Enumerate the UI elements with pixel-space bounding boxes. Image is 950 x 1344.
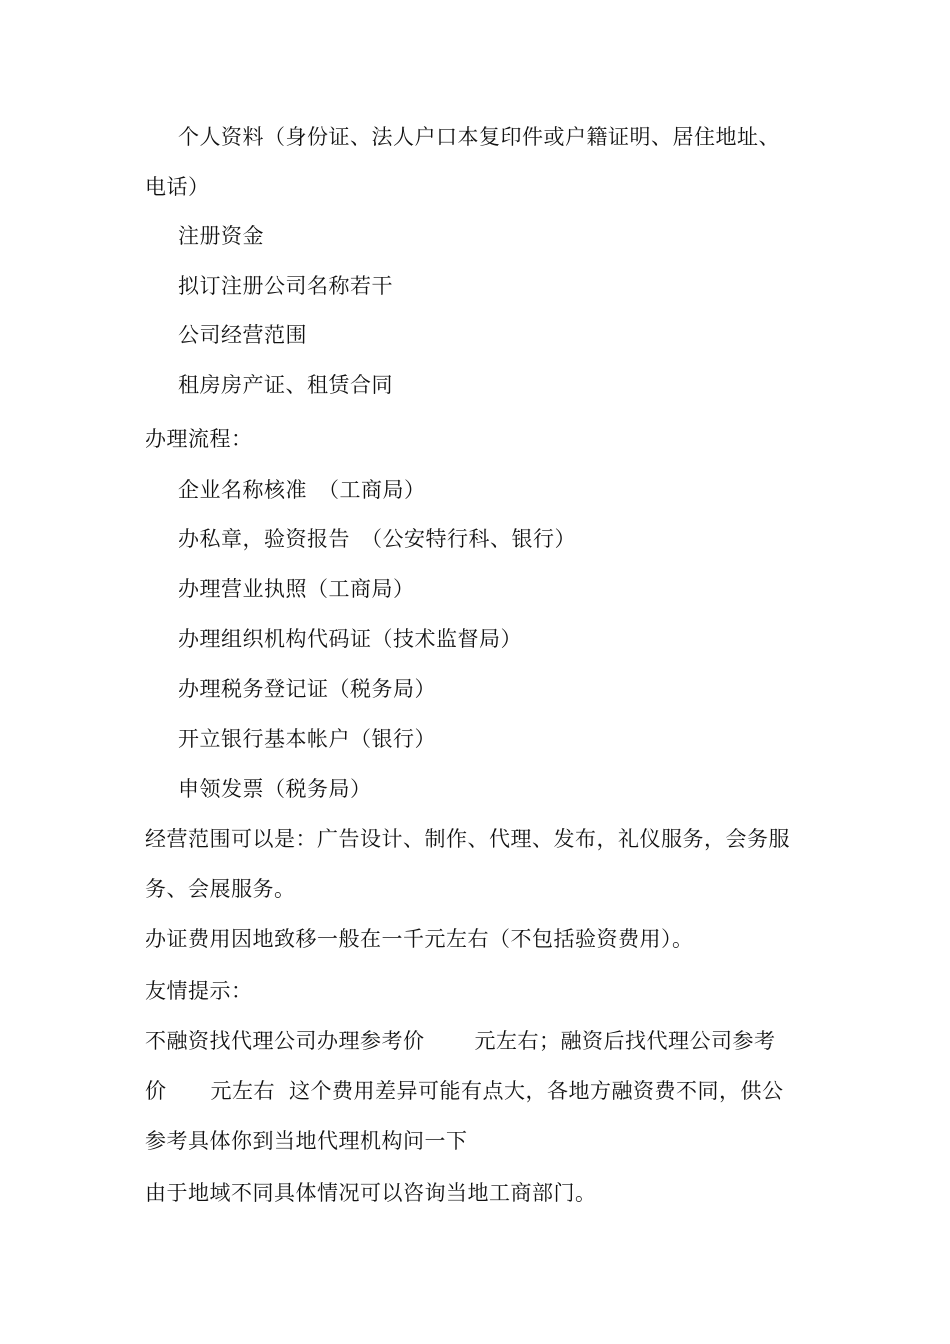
tips-line2-part-b: 元左右 [210, 1079, 275, 1103]
tips-line4: 由于地域不同具体情况可以咨询当地工商部门。 [145, 1181, 597, 1205]
tips-line1 [145, 1026, 825, 1056]
tips-line1-part-a: 不融资找代理公司办理参考价 [145, 1029, 425, 1053]
tips-line2-part-a: 价 [145, 1079, 167, 1103]
process-step-7: 申领发票（税务局） [178, 777, 372, 801]
tips-line3: 参考具体你到当地代理机构问一下 [145, 1129, 468, 1153]
business-scope-item: 公司经营范围 [178, 323, 307, 347]
fee-paragraph: 办证费用因地致移一般在一千元左右（不包括验资费用）。 [145, 927, 694, 951]
lease-documents-item: 租房房产证、租赁合同 [178, 373, 393, 397]
company-names-item: 拟订注册公司名称若干 [178, 274, 393, 298]
process-step-6: 开立银行基本帐户（银行） [178, 727, 436, 751]
personal-info-line2: 电话） [145, 175, 210, 199]
process-step-5: 办理税务登记证（税务局） [178, 677, 436, 701]
process-step-4: 办理组织机构代码证（技术监督局） [178, 627, 522, 651]
registered-capital-item: 注册资金 [178, 224, 264, 248]
business-scope-line2: 务、会展服务。 [145, 877, 296, 901]
tips-line2 [145, 1076, 825, 1106]
business-scope-line1: 经营范围可以是：广告设计、制作、代理、发布，礼仪服务，会务服 [145, 827, 790, 851]
process-step-3: 办理营业执照（工商局） [178, 577, 415, 601]
tips-line1-part-b: 元左右；融资后找代理公司参考 [474, 1029, 776, 1053]
process-step-1: 企业名称核准 （工商局） [178, 478, 426, 502]
tips-line2-part-c: 这个费用差异可能有点大，各地方融资费不同，供公 [289, 1079, 784, 1103]
tips-heading: 友情提示： [145, 979, 253, 1003]
personal-info-line1: 个人资料（身份证、法人户口本复印件或户籍证明、居住地址、 [178, 125, 780, 149]
process-heading: 办理流程： [145, 427, 253, 451]
process-step-2: 办私章，验资报告 （公安特行科、银行） [178, 527, 576, 551]
